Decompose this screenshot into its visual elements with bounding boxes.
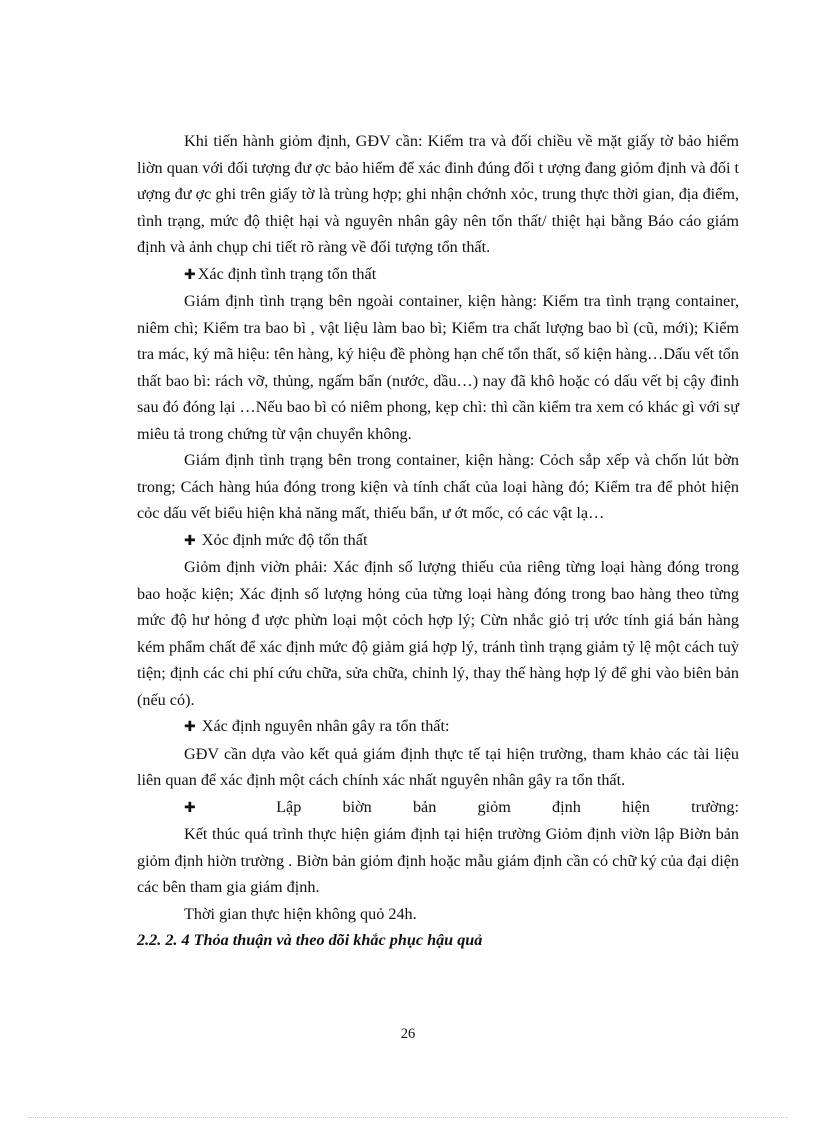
black-cross-icon: ✚ <box>184 266 196 283</box>
page-bottom-divider <box>28 1117 788 1118</box>
paragraph-assessor-duties: Giỏm định viờn phải: Xác định số lượng thiếu của riêng từng loại hàng đóng trong bao hoặc kiện; Xác định số lượng hỏng của từng loại hàng đóng trong bao hàng theo từng mức độ hư hỏng đ ược phừn loại một cỏch hợp lý; Cừn nhắc giỏ trị ước tính giá bán hàng kém phẩm chất để xác định mức độ giảm giá hợp lý, tránh tình trạng giảm tỷ lệ một cách tuỳ tiện; định các chi phí cứu chữa, sửa chữa, chỉnh lý, thay thế hàng hợp lý để ghi vào biên bản (nếu có). <box>137 558 739 709</box>
bullet-label: Xác định tình trạng tổn thất <box>197 264 377 283</box>
paragraph-assessment-intro: Khi tiến hành giỏm định, GĐV cần: Kiểm tra và đối chiều về mặt giấy tờ bảo hiểm liờn quan với đối tượng đư ợc bảo hiểm để xác đinh đúng đối t ượng đang giỏm định và đối t ượng đư ợc ghi trên giấy tờ là trùng hợp; ghi nhận chớnh xỏc, trung thực thời gian, địa điểm, tình trạng, mức độ thiệt hại và nguyên nhân gây nên tổn thất/ thiệt hại bằng Báo cáo giám định và ảnh chụp chi tiết rõ ràng về đối tượng tổn thất. <box>137 132 739 256</box>
paragraph-external-inspection: Giám định tình trạng bên ngoài container, kiện hàng: Kiểm tra tình trạng container, niêm chì; Kiểm tra bao bì , vật liệu làm bao bì; Kiểm tra chất lượng bao bì (cũ, mới); Kiểm tra mác, ký mã hiệu: tên hàng, ký hiệu đề phòng hạn chế tổn thất, số kiện hàng…Dấu vết tổn thất bao bì: rách vỡ, thủng, ngấm bẩn (nước, dầu…) nay đã khô hoặc có dấu vết bị cậy đinh sau đó đóng lại …Nếu bao bì có niêm phong, kẹp chì: thì cần kiểm tra xem có khác gì với sự miêu tả trong chứng từ vận chuyển không. <box>137 292 739 443</box>
paragraph-internal-inspection: Giám định tình trạng bên trong container, kiện hàng: Cỏch sắp xếp và chốn lút bờn trong; Cách hàng húa đóng trong kiện và tính chất của loại hàng đó; Kiểm tra để phỏt hiện cỏc dấu vết biểu hiện khả năng mất, thiếu bẩn, ư ớt mốc, có các vật lạ… <box>137 451 739 522</box>
bullet-determine-cause <box>137 713 739 741</box>
bullet-determine-damage-status <box>137 261 739 289</box>
page-number: 26 <box>400 1026 416 1042</box>
bullet-label: Lập biờn bản giỏm định hiện trường: <box>276 797 740 816</box>
bullet-label: Xác định nguyên nhân gây ra tổn thất: <box>201 717 450 735</box>
black-cross-icon: ✚ <box>184 532 196 549</box>
bullet-label: Xỏc định mức độ tổn thất <box>201 530 368 549</box>
bullet-determine-damage-level <box>137 527 739 555</box>
section-heading: 2.2. 2. 4 Thỏa thuận và theo dõi khắc phục hậu quả <box>137 931 483 949</box>
bullet-field-report <box>137 794 739 822</box>
paragraph-time-limit: Thời gian thực hiện không quỏ 24h. <box>184 904 417 923</box>
paragraph-cause-analysis: GĐV cần dựa vào kết quả giám định thực tế tại hiện trường, tham khảo các tài liệu liên quan để xác định một cách chính xác nhất nguyên nhân gây ra tổn thất. <box>137 744 739 789</box>
paragraph-report-conclusion: Kết thúc quá trình thực hiện giám định tại hiện trường Giỏm định viờn lập Biờn bản giỏm định hiờn trường . Biờn bản giỏm định hoặc mẫu giám định cần có chữ ký của đại diện các bên tham gia giám định. <box>137 825 739 896</box>
black-cross-icon: ✚ <box>184 719 196 735</box>
document-body <box>137 128 739 954</box>
black-cross-icon: ✚ <box>184 799 233 816</box>
